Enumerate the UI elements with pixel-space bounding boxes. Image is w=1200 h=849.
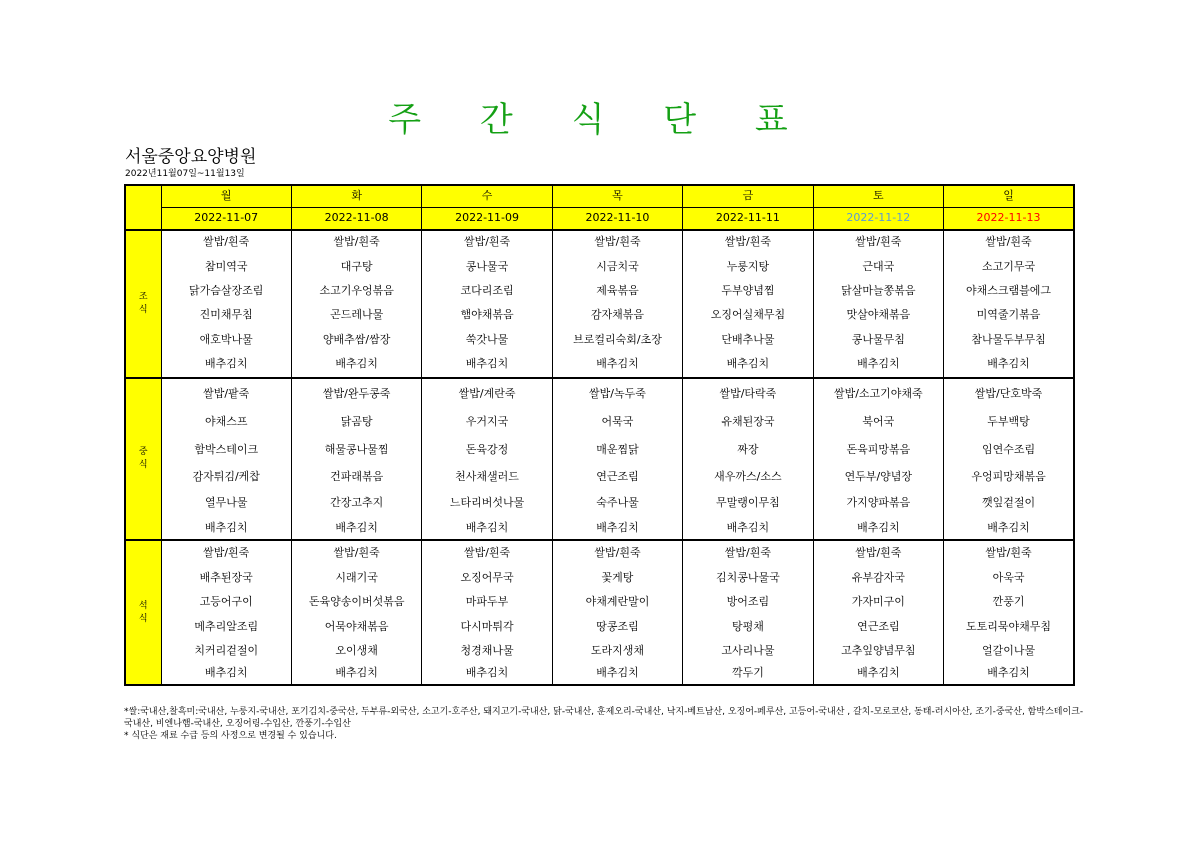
menu-item: 도토리묵야채무침 [944,615,1074,639]
menu-item: 감자튀김/케찹 [161,463,291,490]
meal-label-char: 식 [138,459,148,470]
menu-item: 연근조림 [552,463,682,490]
menu-item: 곤드레나물 [291,303,421,327]
menu-item: 땅콩조림 [552,615,682,639]
day-header-row [125,185,1074,207]
menu-item: 배추김치 [422,516,552,540]
menu-row [125,516,1074,540]
menu-row [125,639,1074,662]
menu-item: 깍두기 [683,663,813,685]
menu-item: 아욱국 [944,565,1074,590]
menu-item: 배추김치 [422,663,552,685]
menu-item: 배추김치 [291,663,421,685]
menu-item: 배추김치 [944,516,1074,540]
meal-label [125,540,161,685]
menu-item: 배추김치 [683,516,813,540]
menu-item: 오징어실채무침 [683,303,813,327]
menu-item: 메추리알조림 [161,615,291,639]
menu-item: 쌀밥/흰죽 [422,540,552,565]
day-date: 2022-11-10 [552,207,682,229]
menu-item: 치커리겉절이 [161,639,291,662]
menu-item: 고등어구이 [161,590,291,615]
change-note: * 식단은 재료 수급 등의 사정으로 변경될 수 있습니다. [124,731,337,741]
menu-item: 유채된장국 [683,409,813,436]
menu-item: 두부양념찜 [683,279,813,303]
menu-row [125,254,1074,279]
menu-item: 깐풍기 [944,590,1074,615]
menu-item: 제육볶음 [552,279,682,303]
menu-row [125,352,1074,377]
day-date: 2022-11-11 [683,207,813,229]
menu-item: 어묵국 [552,409,682,436]
menu-item: 배추김치 [552,352,682,377]
menu-item: 짜장 [683,436,813,463]
menu-row [125,230,1074,255]
menu-item: 간장고추지 [291,491,421,516]
menu-item: 쌀밥/흰죽 [944,540,1074,565]
menu-item: 탕평채 [683,615,813,639]
menu-row [125,409,1074,436]
menu-item: 느타리버섯나물 [422,491,552,516]
menu-item: 닭곰탕 [291,409,421,436]
menu-item: 쌀밥/흰죽 [552,540,682,565]
menu-item: 배추김치 [683,352,813,377]
menu-item: 오이생채 [291,639,421,662]
meal-label-char: 조 [138,291,148,302]
menu-item: 맛살야채볶음 [813,303,943,327]
menu-item: 대구탕 [291,254,421,279]
menu-item: 배추된장국 [161,565,291,590]
notes [124,706,1084,742]
menu-row [125,590,1074,615]
menu-item: 쌀밥/흰죽 [944,230,1074,255]
menu-item: 근대국 [813,254,943,279]
menu-item: 시금치국 [552,254,682,279]
menu-item: 배추김치 [813,352,943,377]
day-date: 2022-11-12 [813,207,943,229]
menu-item: 어묵야채볶음 [291,615,421,639]
menu-item: 고사리나물 [683,639,813,662]
menu-item: 돈육피망볶음 [813,436,943,463]
menu-item: 야채스크램블에그 [944,279,1074,303]
menu-item: 쌀밥/소고기야채죽 [813,378,943,409]
day-name: 월 [161,185,291,207]
day-date: 2022-11-13 [944,207,1074,229]
menu-row [125,565,1074,590]
menu-row [125,378,1074,409]
menu-item: 쌀밥/계란죽 [422,378,552,409]
menu-item: 건파래볶음 [291,463,421,490]
menu-item: 쌀밥/완두콩죽 [291,378,421,409]
menu-item: 연두부/양념장 [813,463,943,490]
menu-item: 배추김치 [813,516,943,540]
menu-item: 배추김치 [944,663,1074,685]
menu-item: 미역줄기볶음 [944,303,1074,327]
menu-item: 누룽지탕 [683,254,813,279]
menu-item: 가지양파볶음 [813,491,943,516]
meal-label [125,230,161,378]
hospital-name: 서울중앙요양병원 [125,147,257,167]
menu-item: 쑥갓나물 [422,327,552,352]
menu-item: 양배추쌈/쌈장 [291,327,421,352]
page-title: 주 간 식 단 표 [388,100,812,140]
menu-item: 쌀밥/흰죽 [813,540,943,565]
menu-item: 천사채샐러드 [422,463,552,490]
menu-item: 오징어무국 [422,565,552,590]
menu-row [125,327,1074,352]
menu-item: 매운찜닭 [552,436,682,463]
menu-item: 우거지국 [422,409,552,436]
menu-item: 배추김치 [422,352,552,377]
meal-label-char: 식 [138,613,148,624]
menu-item: 쌀밥/흰죽 [683,540,813,565]
menu-item: 돈육강정 [422,436,552,463]
menu-item: 함박스테이크 [161,436,291,463]
menu-row [125,615,1074,639]
day-name: 금 [683,185,813,207]
menu-item: 쌀밥/흰죽 [291,230,421,255]
menu-item: 브로컬리숙회/초장 [552,327,682,352]
menu-item: 쌀밥/단호박죽 [944,378,1074,409]
menu-row [125,279,1074,303]
menu-item: 햄야채볶음 [422,303,552,327]
day-name: 목 [552,185,682,207]
menu-item: 쌀밥/녹두죽 [552,378,682,409]
meal-label-char: 중 [138,446,148,457]
menu-item: 배추김치 [944,352,1074,377]
menu-item: 애호박나물 [161,327,291,352]
menu-item: 고추잎양념무침 [813,639,943,662]
menu-item: 쌀밥/타락죽 [683,378,813,409]
menu-item: 단배추나물 [683,327,813,352]
menu-item: 쌀밥/흰죽 [161,540,291,565]
menu-item: 참나물두부무침 [944,327,1074,352]
menu-item: 콩나물무침 [813,327,943,352]
menu-item: 감자채볶음 [552,303,682,327]
meal-label-char: 석 [138,600,148,611]
menu-item: 도라지생채 [552,639,682,662]
menu-item: 소고기무국 [944,254,1074,279]
menu-row [125,491,1074,516]
menu-item: 돈육양송이버섯볶음 [291,590,421,615]
menu-item: 쌀밥/흰죽 [813,230,943,255]
weekly-menu-table [124,184,1075,686]
menu-item: 유부감자국 [813,565,943,590]
menu-item: 숙주나물 [552,491,682,516]
menu-item: 무말랭이무침 [683,491,813,516]
menu-row [125,303,1074,327]
day-date: 2022-11-09 [422,207,552,229]
day-name: 화 [291,185,421,207]
menu-item: 김치콩나물국 [683,565,813,590]
menu-item: 닭가슴살장조림 [161,279,291,303]
menu-row [125,463,1074,490]
meal-label-char: 식 [138,304,148,315]
menu-item: 배추김치 [291,352,421,377]
menu-item: 배추김치 [813,663,943,685]
menu-item: 가자미구이 [813,590,943,615]
menu-item: 배추김치 [552,663,682,685]
menu-row [125,436,1074,463]
menu-item: 우엉피망채볶음 [944,463,1074,490]
menu-item: 새우까스/소스 [683,463,813,490]
menu-item: 깻잎겉절이 [944,491,1074,516]
day-date: 2022-11-07 [161,207,291,229]
menu-item: 해물콩나물찜 [291,436,421,463]
menu-item: 소고기우엉볶음 [291,279,421,303]
menu-item: 배추김치 [291,516,421,540]
menu-item: 참미역국 [161,254,291,279]
menu-item: 임연수조림 [944,436,1074,463]
menu-row [125,663,1074,685]
menu-item: 코다리조림 [422,279,552,303]
menu-item: 쌀밥/흰죽 [422,230,552,255]
menu-period: 2022년11월07일~11월13일 [125,169,245,179]
menu-item: 시래기국 [291,565,421,590]
menu-item: 연근조림 [813,615,943,639]
menu-item: 쌀밥/흰죽 [683,230,813,255]
menu-item: 콩나물국 [422,254,552,279]
meal-label [125,378,161,541]
date-header-row [125,207,1074,229]
menu-item: 청경채나물 [422,639,552,662]
day-name: 일 [944,185,1074,207]
menu-item: 배추김치 [161,516,291,540]
day-name: 수 [422,185,552,207]
menu-item: 쌀밥/흰죽 [291,540,421,565]
menu-item: 진미채무침 [161,303,291,327]
menu-item: 닭살마늘쫑볶음 [813,279,943,303]
menu-item: 쌀밥/팥죽 [161,378,291,409]
menu-item: 열무나물 [161,491,291,516]
menu-item: 방어조림 [683,590,813,615]
menu-item: 야채계란말이 [552,590,682,615]
menu-item: 꽃게탕 [552,565,682,590]
menu-item: 쌀밥/흰죽 [552,230,682,255]
menu-item: 마파두부 [422,590,552,615]
menu-item: 배추김치 [552,516,682,540]
corner-cell [125,185,161,230]
menu-item: 북어국 [813,409,943,436]
day-name: 토 [813,185,943,207]
origin-note: *쌀:국내산,찰흑미:국내산, 누룽지-국내산, 포기김치-중국산, 두부류-외국산, 소고기-호주산, 돼지고기-국내산, 닭-국내산, 훈제오리-국내산, 낙지-베트남산, 오징어-페루산, 고등어-국내산 , 갈치-모로코산, 동태-러시아산, 조기-중국산, 함박스테이크-국내산, 비엔나햄-국내산, 오징어링-수입산, 깐풍기-수입산 [124,707,1084,729]
menu-item: 다시마튀각 [422,615,552,639]
day-date: 2022-11-08 [291,207,421,229]
menu-item: 얼갈이나물 [944,639,1074,662]
menu-row [125,540,1074,565]
menu-item: 두부백탕 [944,409,1074,436]
menu-item: 쌀밥/흰죽 [161,230,291,255]
menu-item: 배추김치 [161,352,291,377]
menu-item: 배추김치 [161,663,291,685]
menu-item: 야채스프 [161,409,291,436]
